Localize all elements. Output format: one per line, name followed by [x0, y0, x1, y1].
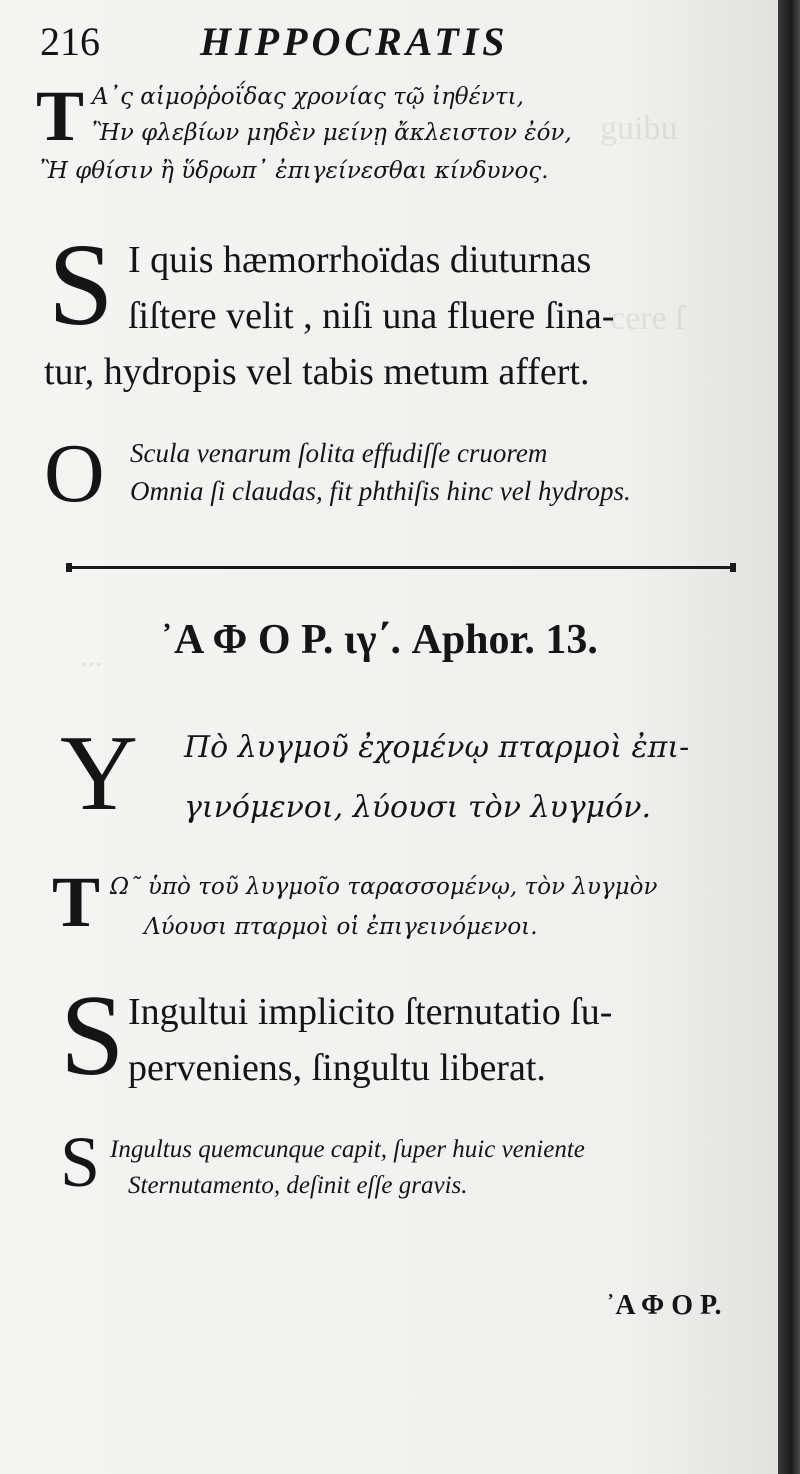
bleed-through-text: ... — [80, 640, 103, 673]
bleed-through-text: guibu — [600, 110, 678, 147]
verse-line: Scula venarum ſolita effudiſſe cruorem — [130, 438, 548, 468]
drop-cap: S — [60, 972, 125, 1100]
greek-line: Α᾽ς αἱμοῤῥοΐδας χρονίας τῷ ἰηθέντι, — [92, 84, 524, 110]
verse-line: Omnia ſi claudas, fit phthiſis hinc vel hydrops. — [130, 476, 631, 506]
verse-line: Sternutamento, deſinit eſſe gravis. — [128, 1172, 468, 1199]
greek-line: γινόμενοι, λύουσι τὸν λυγμόν. — [184, 790, 651, 825]
drop-cap: O — [44, 427, 105, 520]
latin-line: tur, hydropis vel tabis metum affert. — [44, 351, 590, 393]
drop-cap: T — [52, 862, 101, 942]
aphorism-heading: ᾽Α Φ Ο Ρ. ιγ΄. Aphor. 13. — [160, 617, 598, 663]
latin-line: I quis hæmorrhoïdas diuturnas — [128, 239, 592, 281]
latin-line: ſiſtere velit , niſi una fluere ſina- — [128, 295, 615, 337]
drop-cap: Υ — [60, 714, 138, 833]
drop-cap: S — [60, 1122, 101, 1202]
greek-line: Ω῀ ὑπὸ τοῦ λυγμοῖο ταρασσομένῳ, τὸν λυγμὸν — [110, 874, 658, 900]
section-rule — [66, 566, 736, 569]
bleed-through-text: cere ſ — [610, 300, 685, 337]
greek-line: Ἢν φλεβίων μηδὲν μείνῃ ἄκλειστον ἐόν, — [92, 120, 572, 146]
latin-line: Ingultui implicito ſternutatio ſu- — [128, 991, 613, 1033]
greek-line: Λύουσι πταρμοὶ οἱ ἐπιγεινόμενοι. — [144, 914, 538, 940]
latin-line: perveniens, ſingultu liberat. — [128, 1047, 546, 1089]
page-number: 216 — [40, 19, 100, 64]
catchword: ᾽Α Φ Ο Ρ. — [606, 1290, 722, 1321]
drop-cap: S — [48, 219, 114, 350]
greek-line: Πὸ λυγμοῦ ἐχομένῳ πταρμοὶ ἐπι- — [184, 730, 690, 765]
page-gutter-shadow — [778, 0, 800, 1474]
running-head: HIPPOCRATIS — [200, 19, 509, 64]
verse-line: Ingultus quemcunque capit, ſuper huic veniente — [110, 1136, 585, 1163]
greek-line: Ἢ φθίσιν ἢ ὕδρωπ᾽ ἐπιγείνεσθαι κίνδυνος. — [40, 158, 549, 184]
drop-cap: T — [36, 76, 85, 156]
